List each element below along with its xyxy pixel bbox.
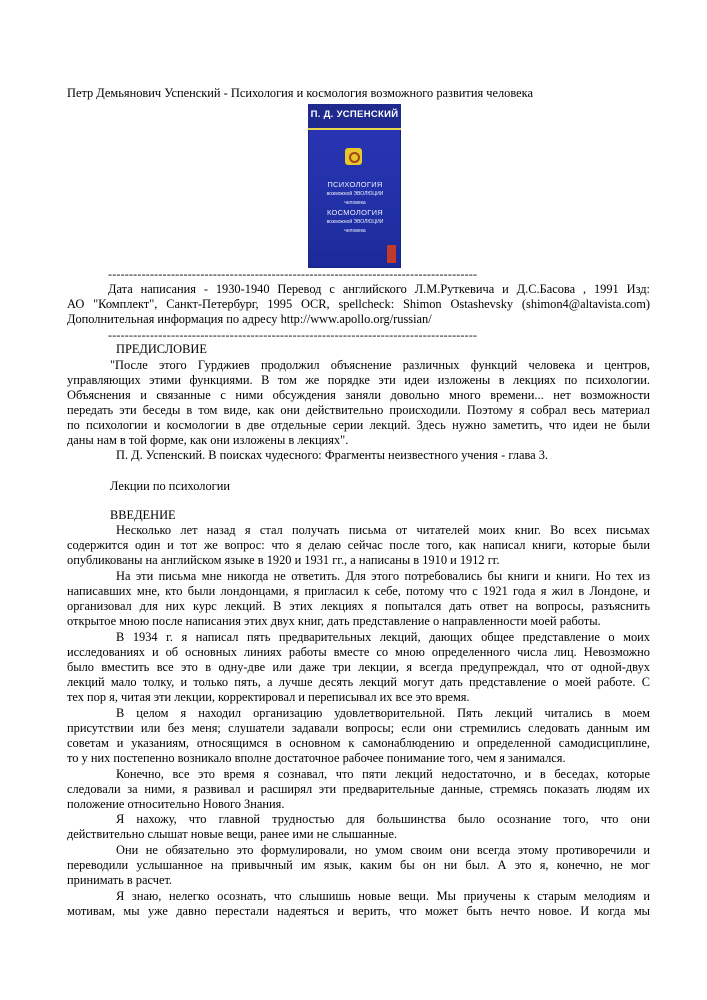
body-line: принимать в расчет. (67, 873, 173, 887)
preface-line: даны нам в той форме, как они изложены в лекциях". (67, 433, 349, 447)
body-line: положение относительно Нового Знания. (67, 797, 285, 811)
body-line: опубликованы на английском языке в 1920 и 1931 гг., а написаны в 1910 и 1912 гг. (67, 553, 500, 567)
cover-title-psychology: ПСИХОЛОГИЯ (327, 180, 383, 189)
book-cover-image (308, 104, 401, 268)
body-line: Они не обязательно это формулировали, но умом своим они всегда этому противоречили и (116, 843, 650, 857)
cover-author: П. Д. УСПЕНСКИЙ (308, 104, 401, 130)
body-line: было вместить все это в одну-две или даже три лекции, я всегда предупреждал, что от одной-двух (67, 660, 650, 674)
body-line: В целом я находил организацию удовлетворительной. Пять лекций читались в моем (116, 706, 650, 720)
lectures-heading: Лекции по психологии (110, 479, 230, 493)
preface-line: Объяснения и связанные с ними обсуждения заняли довольно много времени... нет возможности (67, 388, 650, 402)
meta-line: Дата написания - 1930-1940 Перевод с английского Л.М.Руткевича и Д.С.Басова , 1991 Изд: (108, 282, 650, 296)
body-line: написавших мне, кто были лондонцами, я пригласил к себе, потому что с 1921 года я жил в Лондоне, и (67, 584, 650, 598)
body-line: переводили услышанное на привычный им язык, каким бы он ни был. А это я, конечно, не мог (67, 858, 650, 872)
cover-title-cosmology: КОСМОЛОГИЯ (326, 208, 384, 217)
body-line: Я нахожу, что главной трудностью для большинства было осознание того, что они (116, 812, 650, 826)
body-line: открытое мною после написания этих двух книг, дать представление о направленности моей работы. (67, 614, 601, 628)
cover-subtitle-2: возможной ЭВОЛЮЦИИ человека (326, 219, 384, 234)
body-line: В 1934 г. я написал пять предварительных лекций, дающих общее представление о моих (116, 630, 650, 644)
body-line: мотивам, мы уже давно перестали надеяться и верить, что может быть нечто новое. И когда мы (67, 904, 650, 918)
body-line: Несколько лет назад я стал получать письма от читателей моих книг. Во всех письмах (116, 523, 650, 537)
body-line: тех пор я, читая эти лекции, корректировал и переписывал их все это время. (67, 690, 470, 704)
body-line: содержится один и тот же вопрос: что я делаю сейчас после того, как написал книги, которые были (67, 538, 650, 552)
preface-line: "После этого Гурджиев продолжил объяснение различных функций человека и центров, (110, 358, 650, 372)
preface-heading: ПРЕДИСЛОВИЕ (116, 342, 207, 356)
body-line: советам и указаниям, относящимся в основном к самонаблюдению и определенной самодисциплине, (67, 736, 650, 750)
preface-source: П. Д. Успенский. В поисках чудесного: Фрагменты неизвестного учения - глава 3. (116, 448, 549, 462)
meta-line: Дополнительная информация по адресу http://www.apollo.org/russian/ (67, 312, 432, 326)
body-line: действительно слышат новые вещи, ранее ими не слышанные. (67, 827, 398, 841)
introduction-heading: ВВЕДЕНИЕ (110, 508, 176, 522)
body-line: исследованиях и об основных линиях работы вместе со мною определенного числа лиц. Невозможно (67, 645, 650, 659)
meta-line: АО "Комплект", Санкт-Петербург, 1995 OCR, spellcheck: Shimon Ostashevsky (shimon4@altavista.com) (67, 297, 650, 311)
body-line: организовал для них курс лекций. В этих лекциях я попытался дать ответ на вопросы, разъяснить (67, 599, 650, 613)
cover-emblem-icon (345, 148, 362, 165)
preface-line: передать эти беседы в том виде, как они действительно происходили. Поэтому я собрал весь материал (67, 403, 650, 417)
preface-line: по психологии и космологии в две отдельные серии лекций. Здесь нужно заметить, что идеи не были (67, 418, 650, 432)
separator-bottom: ---------------------------------------------------------------------------------------- (108, 328, 478, 342)
body-line: следовали за ними, я развивал и расширял эти предварительные данные, стремясь показать людям их (67, 782, 650, 796)
cover-subtitle-1: возможной ЭВОЛЮЦИИ человека (326, 191, 384, 206)
body-line: то у них постепенно возникало вполне достаточное рабочее понимание того, чем я занимался. (67, 751, 566, 765)
document-title: Петр Демьянович Успенский - Психология и космология возможного развития человека (67, 86, 533, 100)
body-line: Я знаю, нелегко осознать, что слышишь новые вещи. Мы приучены к старым мелодиям и (116, 889, 650, 903)
cover-publisher-tag (387, 245, 396, 263)
separator-top: ---------------------------------------------------------------------------------------- (108, 267, 478, 281)
body-line: лекций мало толку, и только пять, а лучше десять лекций могут дать представление о моей работе. С (67, 675, 650, 689)
preface-line: управляющих этими функциями. В том же порядке эти идеи изложены в лекциях по психологии. (67, 373, 650, 387)
body-line: присутствии или без меня; слушатели задавали вопросы; если они стремились следовать данным им (67, 721, 650, 735)
body-line: На эти письма мне никогда не ответить. Для этого потребовались бы книги и книги. Но тех из (116, 569, 650, 583)
body-line: Конечно, все это время я сознавал, что пяти лекций недостаточно, и в беседах, которые (116, 767, 650, 781)
